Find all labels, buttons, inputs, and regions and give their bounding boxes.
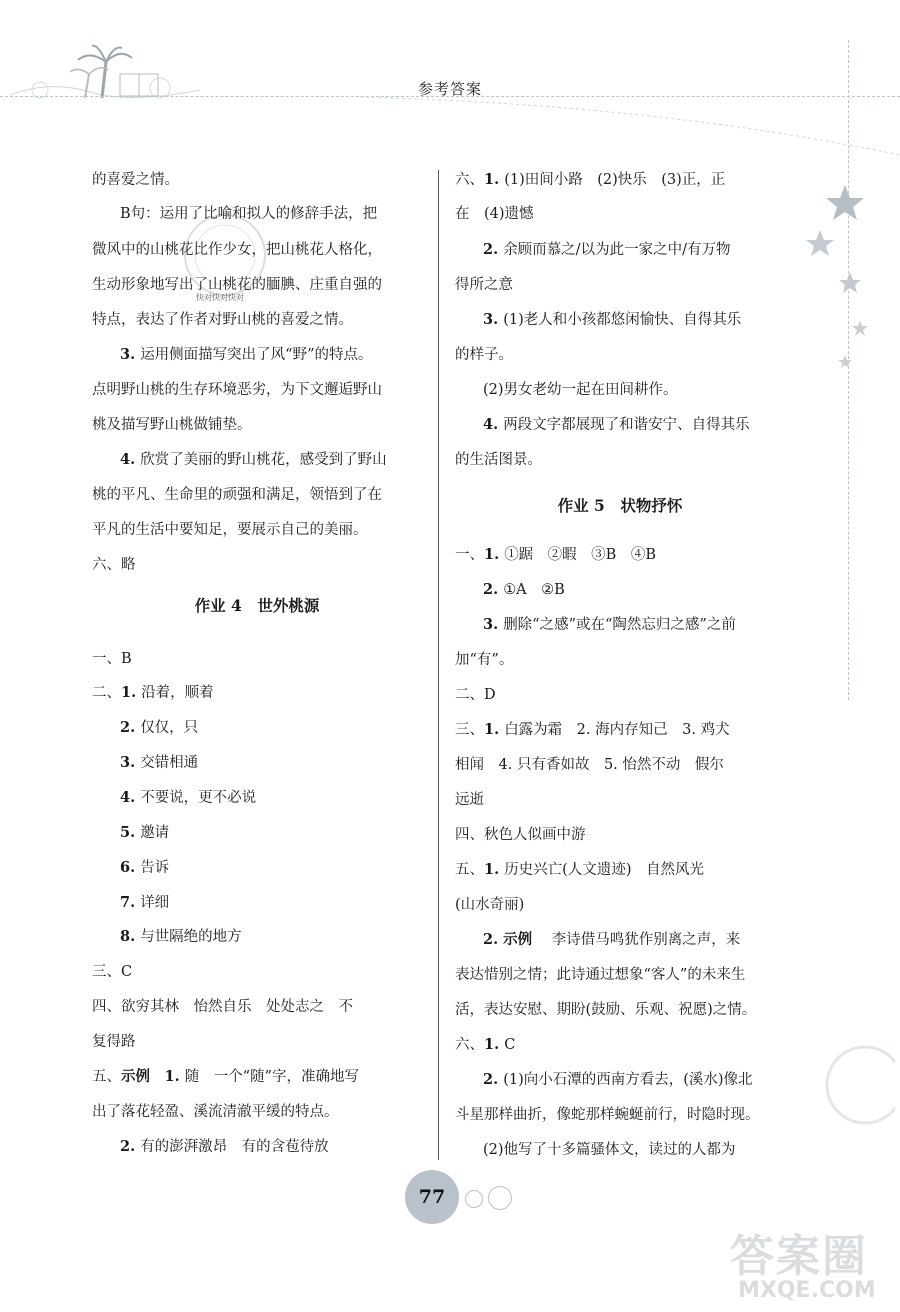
answer-text: 历史兴亡(人文遗迹) 自然风光 [504, 862, 705, 878]
answer-text: 二、D [455, 687, 496, 703]
answer-text: 交错相通 [140, 755, 199, 771]
bubble-decoration [488, 1186, 512, 1210]
answer-line [92, 649, 132, 669]
page-number: 77 [405, 1170, 459, 1224]
answer-line [92, 555, 136, 575]
answer-line [92, 380, 382, 400]
answer-line [120, 823, 169, 843]
answer-line [455, 755, 724, 775]
answer-text: 远逝 [455, 792, 484, 808]
question-number: 1. [121, 684, 142, 701]
question-number: 4. [120, 451, 141, 468]
column-divider [438, 170, 439, 1160]
stars-decoration [800, 180, 900, 380]
answer-text: 活，表达安慰、期盼(鼓励、乐观、祝愿)之情。 [455, 1002, 757, 1018]
answer-line [483, 415, 750, 435]
answer-text: 与世隔绝的地方 [140, 929, 242, 945]
answer-line [455, 825, 586, 845]
answer-line [120, 753, 198, 773]
question-number: 3. [120, 754, 141, 771]
answer-text: 李诗借马鸣犹作别离之声，来 [537, 932, 741, 948]
answer-line [483, 1140, 736, 1160]
answer-text: 得所之意 [455, 277, 513, 293]
answer-line [92, 1067, 359, 1087]
answer-line [455, 720, 730, 740]
answer-text: 四、欲穷其林 怡然自乐 处处志之 不 [92, 999, 353, 1015]
answer-line [455, 685, 496, 705]
answer-line [92, 1102, 339, 1122]
answer-text: (1)老人和小孩都悠闲愉快、自得其乐 [503, 312, 742, 328]
question-number: 7. [120, 894, 141, 911]
answer-text: 一、B [92, 651, 132, 667]
answer-line [92, 485, 382, 505]
answer-text: 的生活图景。 [455, 452, 542, 468]
stamp-text: 快对快对快对 [196, 293, 244, 302]
answer-line [483, 310, 741, 330]
answer-line [455, 1105, 760, 1125]
answer-line [120, 345, 373, 365]
answer-text: 的喜爱之情。 [92, 172, 179, 188]
question-number: 示例 1. [121, 1068, 185, 1085]
question-number: 2. [120, 1138, 141, 1155]
answer-text: 在 (4)遗憾 [455, 206, 534, 222]
answer-text: 特点，表达了作者对野山桃的喜爱之情。 [92, 312, 353, 328]
question-number: 1. [484, 1036, 505, 1053]
question-number: 1. [484, 546, 505, 563]
answer-line [92, 997, 353, 1017]
answer-line [120, 927, 242, 947]
answer-line [455, 860, 704, 880]
answer-line [92, 240, 382, 260]
answer-line [120, 1137, 329, 1157]
answer-text: (2)男女老幼一起在田间耕作。 [483, 382, 678, 398]
answer-line [455, 204, 534, 224]
answer-line [483, 930, 740, 950]
answer-line [455, 275, 513, 295]
answer-text: 斗星那样曲折，像蛇那样蜿蜒前行，时隐时现。 [455, 1107, 760, 1123]
answer-text: 随 一个“随”字，准确地写 [184, 1069, 360, 1085]
answer-line [92, 275, 382, 295]
answer-text: 桃及描写野山桃做铺垫。 [92, 417, 252, 433]
answer-line [455, 170, 725, 190]
question-prefix: 六、 [455, 1037, 484, 1053]
question-number: 2. 示例 [483, 931, 538, 948]
answer-line [92, 170, 179, 190]
question-number: 3. [120, 346, 141, 363]
answer-text: (1)田间小路 (2)快乐 (3)正，正 [504, 172, 726, 188]
question-number: 5. [120, 824, 141, 841]
answer-text: 点明野山桃的生存环境恶劣，为下文邂逅野山 [92, 382, 382, 398]
answer-text: ①A ②B [503, 582, 565, 598]
answer-line [92, 683, 214, 703]
answer-text: 六、略 [92, 557, 136, 573]
watermark-site: MXQE.COM [738, 1278, 876, 1303]
answer-text: 四、秋色人似画中游 [455, 827, 586, 843]
answer-text: 删除“之感”或在“陶然忘归之感”之前 [503, 617, 736, 633]
answer-line [455, 1000, 756, 1020]
answer-line [455, 790, 484, 810]
answer-text: 复得路 [92, 1034, 136, 1050]
answer-line [120, 858, 169, 878]
answer-line [120, 204, 377, 224]
answer-text: 邀请 [140, 825, 170, 841]
answer-line [455, 450, 542, 470]
answer-text: (山水奇丽) [455, 897, 525, 913]
answer-text: 的样子。 [455, 347, 513, 363]
answer-line [455, 1035, 515, 1055]
answer-text: (2)他写了十多篇骚体文，读过的人都为 [483, 1142, 736, 1158]
answer-line [455, 345, 513, 365]
answer-text: 出了落花轻盈、溪流清澈平缓的特点。 [92, 1104, 339, 1120]
answer-text: 运用侧面描写突出了风“野”的特点。 [140, 347, 373, 363]
question-number: 4. [483, 416, 504, 433]
question-prefix: 五、 [92, 1069, 121, 1085]
answer-line [455, 650, 513, 670]
answer-text: 仅仅，只 [140, 720, 199, 736]
answer-text: C [504, 1037, 516, 1053]
question-number: 8. [120, 928, 141, 945]
answer-text: 告诉 [140, 860, 170, 876]
answer-line [92, 310, 353, 330]
question-number: 1. [484, 861, 505, 878]
watermark [690, 1200, 900, 1310]
page-header-title: 参考答案 [417, 80, 482, 98]
answer-text: (1)向小石潭的西南方看去，(溪水)像北 [503, 1072, 753, 1088]
answer-line [483, 240, 730, 260]
answer-text: 微风中的山桃花比作少女，把山桃花人格化， [92, 242, 382, 258]
answer-line [92, 520, 368, 540]
question-prefix: 五、 [455, 862, 484, 878]
question-prefix: 三、 [455, 722, 484, 738]
answer-text: 余顾而慕之/以为此一家之中/有万物 [503, 242, 731, 258]
question-number: 3. [483, 616, 504, 633]
question-number: 2. [120, 719, 141, 736]
section-heading: 作业 5 状物抒怀 [557, 496, 683, 515]
answer-text: 桃的平凡、生命里的顽强和满足，领悟到了在 [92, 487, 382, 503]
answer-text: 相闻 4. 只有香如故 5. 怡然不动 假尔 [455, 757, 724, 773]
answer-text: 不要说，更不必说 [140, 790, 257, 806]
section-heading: 作业 4 世外桃源 [194, 596, 320, 615]
answer-text: B句：运用了比喻和拟人的修辞手法，把 [120, 206, 378, 222]
question-number: 2. [483, 1071, 504, 1088]
question-number: 1. [484, 721, 505, 738]
answer-line [483, 380, 678, 400]
answer-text: 详细 [140, 895, 170, 911]
question-number: 1. [484, 171, 505, 188]
answer-line [92, 962, 132, 982]
answer-line [483, 615, 736, 635]
answer-text: 加“有”。 [455, 652, 514, 668]
answer-line [120, 788, 256, 808]
answer-text: 三、C [92, 964, 133, 980]
answer-text: 沿着，顺着 [141, 685, 214, 701]
watermark-stamp [820, 1040, 895, 1125]
answer-line [455, 545, 656, 565]
answer-text: 白露为霜 2. 海内存知己 3. 鸡犬 [504, 722, 730, 738]
bubble-decoration [465, 1190, 483, 1208]
answer-line [92, 415, 252, 435]
answer-text: 表达惜别之情；此诗通过想象“客人”的未来生 [455, 967, 746, 983]
question-number: 3. [483, 311, 504, 328]
answer-line [120, 718, 198, 738]
answer-text: 有的澎湃激昂 有的含苞待放 [140, 1139, 329, 1155]
answer-text: 平凡的生活中要知足，要展示自己的美丽。 [92, 522, 368, 538]
answer-text: ①踞 ②暇 ③B ④B [504, 547, 656, 563]
question-prefix: 六、 [455, 172, 484, 188]
answer-line [120, 450, 387, 470]
question-number: 2. [483, 581, 504, 598]
watermark-logo-text: 答案圈 [730, 1231, 868, 1282]
answer-text: 生动形象地写出了山桃花的腼腆、庄重自强的 [92, 277, 382, 293]
answer-text: 两段文字都展现了和谐安宁、自得其乐 [503, 417, 750, 433]
question-number: 6. [120, 859, 141, 876]
answer-line [455, 965, 745, 985]
answer-line [120, 893, 169, 913]
answer-line [92, 1032, 136, 1052]
answer-line [455, 895, 524, 915]
question-prefix: 一、 [455, 547, 484, 563]
question-number: 2. [483, 241, 504, 258]
header-curve-decoration [360, 95, 900, 165]
question-prefix: 二、 [92, 685, 121, 701]
answer-line [483, 580, 565, 600]
answer-line [483, 1070, 753, 1090]
question-number: 4. [120, 789, 141, 806]
answer-text: 欣赏了美丽的野山桃花，感受到了野山 [140, 452, 387, 468]
